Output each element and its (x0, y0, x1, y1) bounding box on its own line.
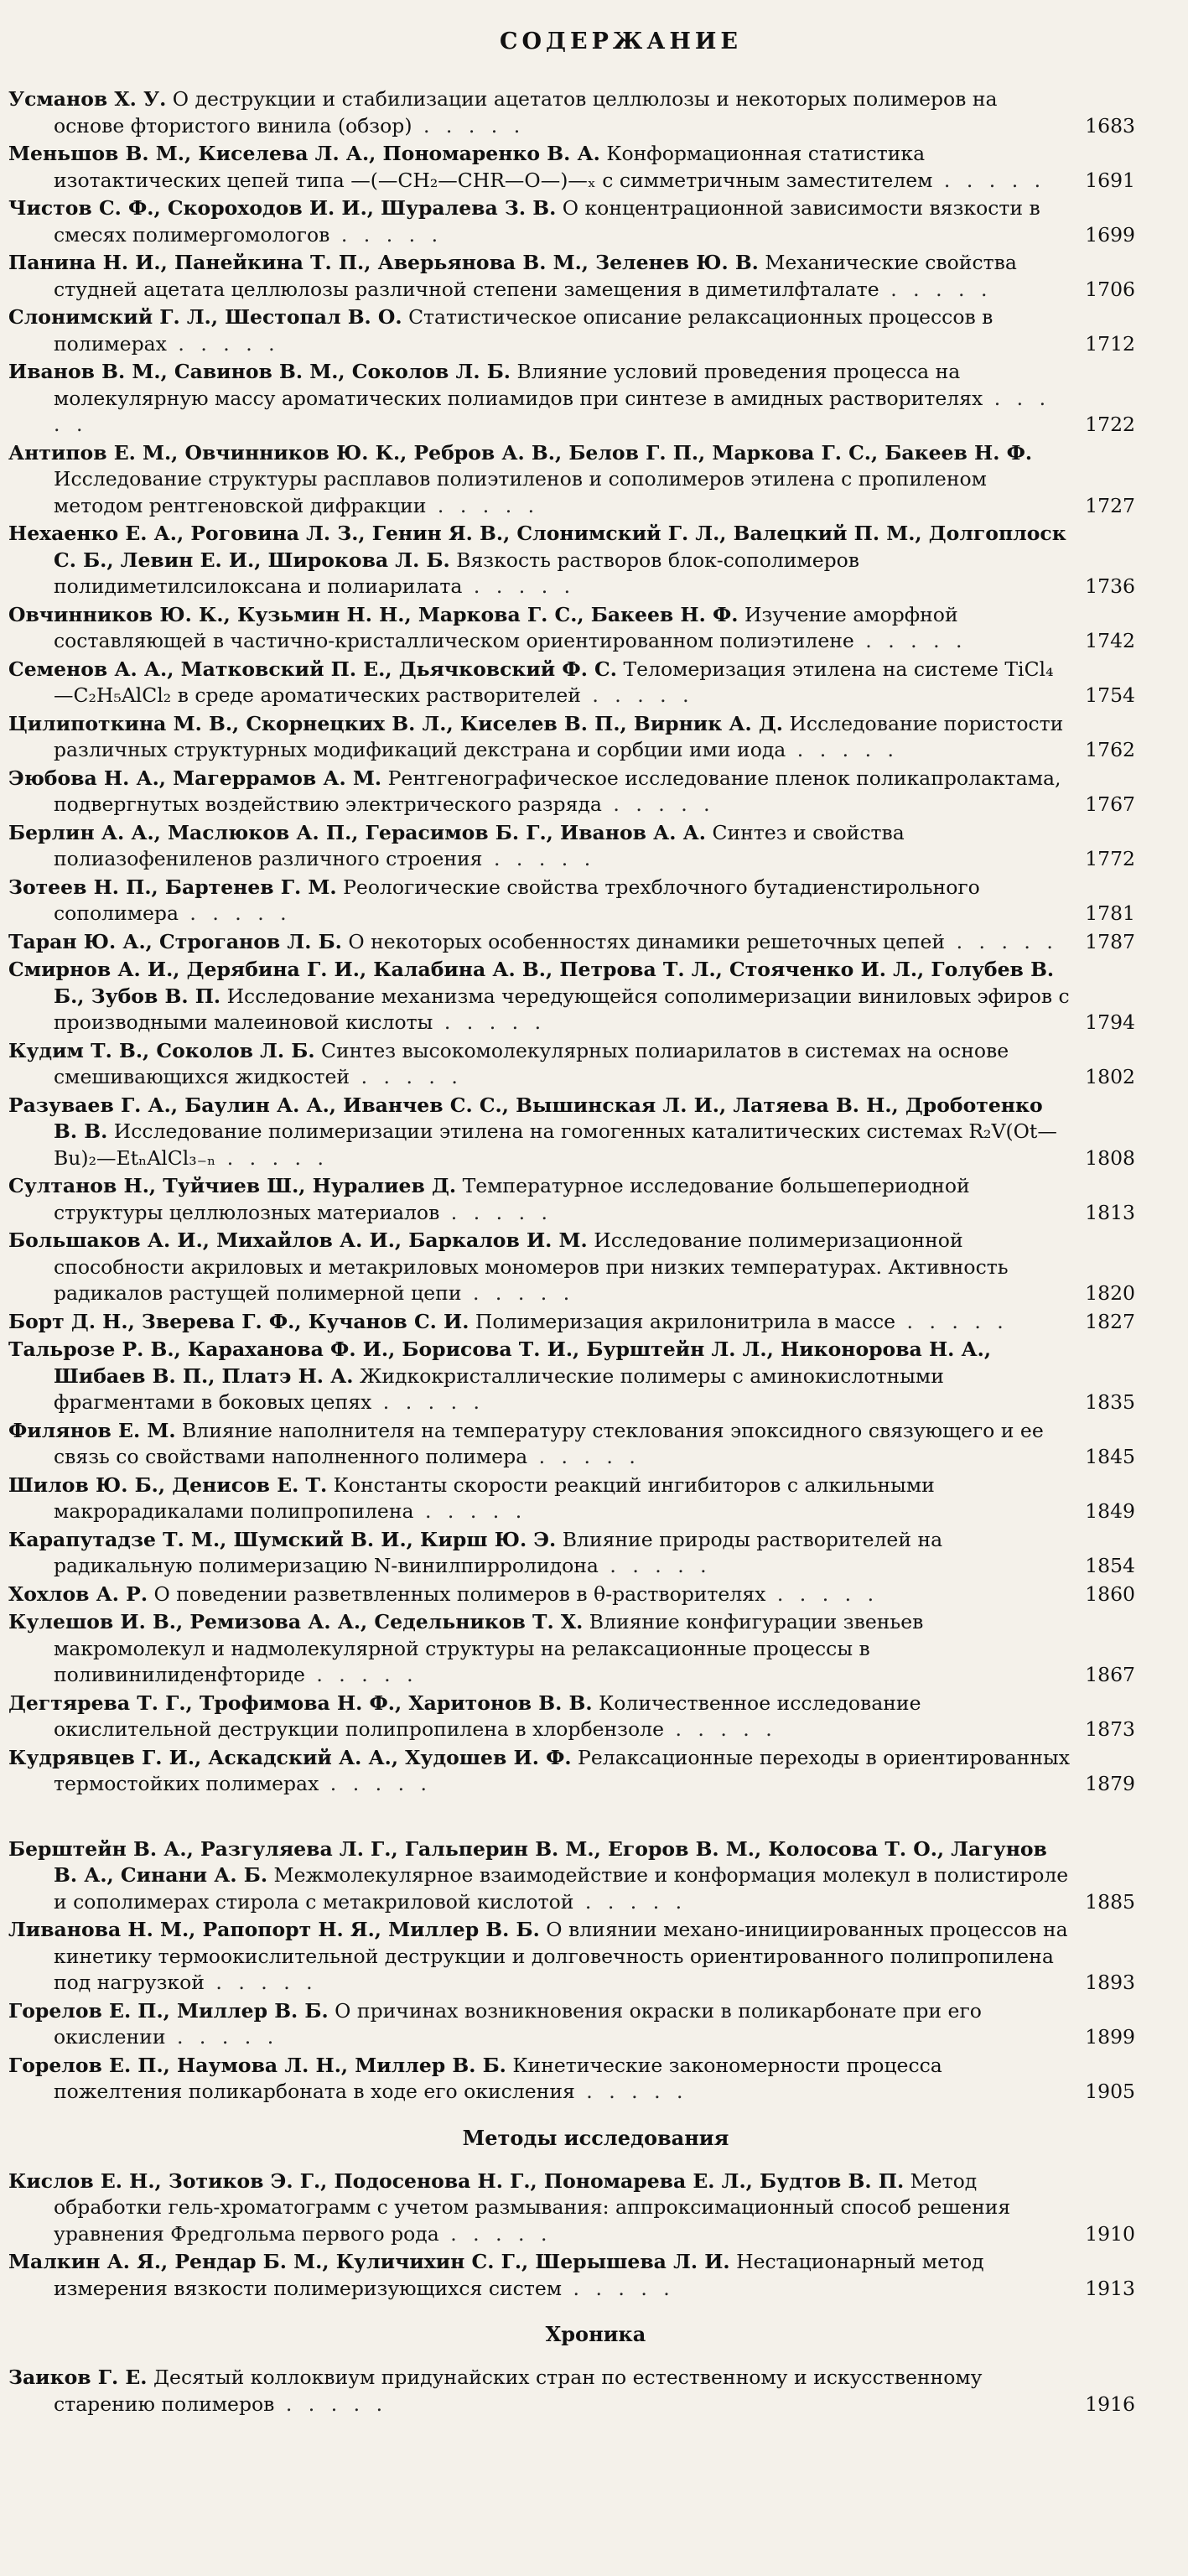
toc-entry-authors: Горелов Е. П., Миллер В. Б. (8, 1998, 329, 2023)
leader-dots: . . . . . (304, 1663, 418, 1686)
toc-entry-title: Исследование структуры расплавов полиэтиленов и сополимеров этилена с пропиленом методом рентгеновской дифракции (54, 467, 987, 517)
leader-dots: . . . . . (166, 331, 280, 356)
toc-entry-authors: Филянов Е. М. (8, 1418, 176, 1442)
toc-entry-authors: Овчинников Ю. К., Кузьмин Н. Н., Маркова Г. С., Бакеев Н. Ф. (8, 602, 739, 626)
toc-entry-title: О влиянии механо-инициированных процессов на кинетику термоокислительной деструкции и долговечность ориентированного полипропилена под нагрузкой (54, 1918, 1068, 1994)
toc-entry-title: Влияние природы растворителей на радикальную полимеризацию N-винилпирролидона (54, 1527, 943, 1577)
toc-entry-title: О некоторых особенностях динамики решеточных цепей (348, 929, 946, 953)
toc-entry-title: Синтез высокомолекулярных полиарилатов в системах на основе смешивающихся жидкостей (54, 1038, 1009, 1088)
toc-entry-text (8, 1836, 1070, 1916)
toc-entry-text (8, 359, 1070, 439)
toc-entry-title: Кинетические закономерности процесса пожелтения поликарбоната в ходе его окисления (54, 2053, 942, 2103)
toc-entry-page: 1849 (1085, 1499, 1135, 1523)
toc-entry-title: Полимеризация акрилонитрила в массе (475, 1309, 896, 1333)
toc-entry-text (8, 766, 1070, 818)
toc-entry-text (8, 2168, 1070, 2248)
toc-entry-text (8, 1527, 1070, 1580)
toc-entry-page: 1835 (1085, 1390, 1135, 1414)
toc-entry-authors: Шилов Ю. Б., Денисов Е. Т. (8, 1472, 328, 1497)
toc-entry-title: Рентгенографическое исследование пленок поликапролактама, подвергнутых воздействию электрического разряда (54, 766, 1061, 816)
toc-entry-title: Количественное исследование окислительной деструкции полипропилена в хлорбензоле (54, 1690, 921, 1741)
toc-entry-authors: Берлин А. А., Маслюков А. П., Герасимов Б. Г., Иванов А. А. (8, 820, 706, 844)
toc-entry (8, 1581, 1135, 1608)
toc-entry-text (8, 250, 1070, 303)
toc-entry-text (8, 1472, 1070, 1525)
toc-entry-page: 1885 (1085, 1889, 1135, 1914)
leader-dots: . . . . . (413, 1499, 527, 1523)
toc-entry-title: Исследование полимеризационной способности акриловых и метакриловых мономеров при низких температурах. Активность радикалов растущей полимерной цепи (54, 1228, 1009, 1305)
leader-dots: . . . . . (462, 574, 576, 598)
toc-entry-title: О концентрационной зависимости вязкости в смесях полимергомологов (54, 196, 1040, 247)
toc-entry-authors: Дегтярева Т. Г., Трофимова Н. Ф., Харитонов В. В. (8, 1690, 593, 1715)
toc-entry (8, 2168, 1135, 2248)
leader-dots: . . . . . (573, 1889, 687, 1914)
toc-entry-page: 1893 (1085, 1971, 1135, 1994)
toc-entry (8, 957, 1135, 1036)
toc-entry-text (8, 1690, 1070, 1743)
toc-entry-text (8, 1093, 1070, 1172)
toc-entry-authors: Ливанова Н. М., Рапопорт Н. Я., Миллер В. Б. (8, 1918, 540, 1941)
toc-entry-text (8, 1745, 1070, 1798)
toc-entry-page: 1706 (1085, 277, 1135, 301)
leader-dots: . . . . . (426, 493, 540, 517)
toc-entry-title: Механические свойства студней ацетата целлюлозы различной степени замещения в диметилфталате (54, 251, 1017, 301)
toc-entry-authors: Разуваев Г. А., Баулин А. А., Иванчев С. С., Вышинская Л. И., Латяева В. Н., Дроботенко В. В. (8, 1093, 1043, 1143)
toc-entry (8, 250, 1135, 303)
leader-dots: . . . . . (562, 2276, 675, 2300)
toc-entry-text (8, 957, 1070, 1036)
leader-dots: . . . . . (580, 683, 694, 707)
toc-entry-title: Синтез и свойства полиазофениленов различного строения (54, 820, 905, 870)
toc-entry-page: 1712 (1085, 331, 1135, 356)
leader-dots: . . . . . (945, 929, 1058, 953)
toc-entry-title: Нестационарный метод измерения вязкости полимеризующихся систем (54, 2250, 984, 2300)
toc-entry-page: 1794 (1085, 1010, 1135, 1034)
toc-entry-title: Изучение аморфной составляющей в частично-кристаллическом ориентированном полиэтилене (54, 602, 958, 652)
toc-entry-text (8, 1998, 1070, 2051)
toc-entry-authors: Слонимский Г. Л., Шестопал В. О. (8, 305, 402, 329)
toc-list (8, 86, 1135, 1798)
toc-entry-text (8, 657, 1070, 709)
toc-entry-text (8, 1173, 1070, 1226)
toc-entry (8, 1038, 1135, 1091)
toc-entry-page: 1910 (1085, 2221, 1135, 2246)
toc-entry-text (8, 602, 1070, 655)
toc-entry-page: 1727 (1085, 493, 1135, 517)
toc-entry-page: 1879 (1085, 1772, 1135, 1795)
toc-entry-title: Влияние наполнителя на температуру стеклования эпоксидного связующего и ее связь со свойствами наполненного полимера (54, 1418, 1044, 1468)
toc-entry-title: Исследование полимеризации этилена на гомогенных каталитических системах R₂V(Ot—Bu)₂—EtₙAlCl₃₋ₙ (54, 1119, 1057, 1170)
leader-dots: . . . . . (765, 1581, 879, 1606)
toc-entry (8, 195, 1135, 248)
toc-entry-authors: Панина Н. И., Панейкина Т. П., Аверьянова В. М., Зеленев Ю. В. (8, 251, 759, 274)
leader-dots: . . . . . (786, 738, 900, 761)
leader-dots: . . . . . (598, 1554, 712, 1577)
toc-entry-page: 1754 (1085, 683, 1135, 707)
toc-entry-page: 1762 (1085, 738, 1135, 761)
toc-entry (8, 1745, 1135, 1798)
leader-dots: . . . . . (204, 1971, 318, 1994)
toc-entry-page: 1736 (1085, 574, 1135, 598)
toc-entry (8, 2053, 1135, 2106)
leader-dots: . . . . . (461, 1281, 575, 1305)
toc-entry (8, 711, 1135, 764)
toc-entry (8, 1836, 1135, 1916)
toc-entry-authors: Горелов Е. П., Наумова Л. Н., Миллер В. Б. (8, 2053, 506, 2077)
toc-entry-title: Исследование механизма чередующейся сополимеризации виниловых эфиров с производными малеиновой кислоты (54, 984, 1070, 1034)
toc-entry-text (8, 1418, 1070, 1471)
toc-entry (8, 1472, 1135, 1525)
leader-dots: . . . . . (329, 222, 444, 247)
toc-entry-title: Конформационная статистика изотактических цепей типа —(—CH₂—CHR—O—)—ₓ с симметричным заместителем (54, 142, 933, 192)
toc-entry (8, 1173, 1135, 1226)
leader-dots: . . . . . (371, 1390, 485, 1414)
toc-entry (8, 657, 1135, 709)
leader-dots: . . . . . (319, 1772, 433, 1795)
leader-dots: . . . . . (527, 1445, 641, 1468)
toc-entry-page: 1691 (1085, 168, 1135, 192)
toc-entry-authors: Чистов С. Ф., Скороходов И. И., Шуралева З. В. (8, 196, 557, 220)
toc-entry-authors: Семенов А. А., Матковский П. Е., Дьячковский Ф. С. (8, 657, 617, 681)
toc-entry (8, 1690, 1135, 1743)
toc-list-2 (8, 1836, 1135, 2106)
toc-entry-text (8, 1038, 1070, 1091)
toc-entry (8, 766, 1135, 818)
toc-entry-page: 1683 (1085, 113, 1135, 138)
toc-entry-authors: Тальрозе Р. В., Караханова Ф. И., Борисова Т. И., Бурштейн Л. Л., Никонорова Н. А., Шибаев В. П., Платэ Н. А. (8, 1337, 992, 1388)
leader-dots: . . . . . (274, 2392, 388, 2416)
toc-entry-title: Реологические свойства трехблочного бутадиенстирольного сополимера (54, 875, 980, 925)
toc-entry-title: О деструкции и стабилизации ацетатов целлюлозы и некоторых полимеров на основе фтористого винила (обзор) (54, 87, 998, 138)
toc-entry-page: 1781 (1085, 901, 1135, 925)
section-gap (54, 1800, 1188, 1836)
toc-entry-title: Влияние условий проведения процесса на молекулярную массу ароматических полиамидов при синтезе в амидных растворителях (54, 360, 983, 410)
toc-entry-title: Теломеризация этилена на системе TiCl₄—C₂H₅AlCl₂ в среде ароматических растворителей (54, 657, 1054, 707)
toc-entry (8, 1609, 1135, 1689)
toc-entry-text (8, 711, 1070, 764)
chronicle-heading: Хроника (545, 2322, 646, 2346)
toc-entry (8, 1527, 1135, 1580)
toc-entry-text (8, 2249, 1070, 2302)
toc-entry-authors: Смирнов А. И., Дерябина Г. И., Калабина А. В., Петрова Т. Л., Стояченко И. Л., Голубев В. Б., Зубов В. П. (8, 958, 1055, 1008)
methods-list (8, 2168, 1135, 2303)
toc-entry (8, 521, 1135, 600)
toc-entry-text (8, 820, 1070, 873)
toc-entry-authors: Кудим Т. В., Соколов Л. Б. (8, 1038, 315, 1062)
toc-entry-page: 1873 (1085, 1717, 1135, 1741)
toc-entry-authors: Антипов Е. М., Овчинников Ю. К., Ребров А. В., Белов Г. П., Маркова Г. С., Бакеев Н. Ф. (8, 440, 1033, 465)
toc-entry-page: 1820 (1085, 1281, 1135, 1305)
toc-entry (8, 440, 1135, 520)
toc-entry-title: Исследование пористости различных структурных модификаций декстрана и сорбции ими иода (54, 711, 1064, 761)
toc-entry-page: 1867 (1085, 1663, 1135, 1686)
toc-entry-title: Десятый коллоквиум придунайских стран по естественному и искусственному старению полимеров (54, 2366, 983, 2416)
toc-entry-authors: Борт Д. Н., Зверева Г. Ф., Кучанов С. И. (8, 1309, 469, 1333)
toc-entry-page: 1860 (1085, 1581, 1135, 1606)
toc-entry-authors: Кудрявцев Г. И., Аскадский А. А., Худошев И. Ф. (8, 1745, 572, 1769)
toc-entry-text (8, 875, 1070, 927)
toc-entry-text (8, 1581, 1070, 1608)
toc-entry-page: 1899 (1085, 2025, 1135, 2049)
toc-entry-page: 1913 (1085, 2276, 1135, 2300)
toc-entry-title: Межмолекулярное взаимодействие и конформация молекул в полистироле и сополимерах стирола с метакриловой кислотой (54, 1863, 1069, 1914)
leader-dots: . . . . . (178, 901, 292, 925)
toc-entry-authors: Меньшов В. М., Киселева Л. А., Пономаренко В. А. (8, 142, 600, 165)
toc-entry-authors: Таран Ю. А., Строганов Л. Б. (8, 929, 342, 953)
toc-entry-page: 1827 (1085, 1309, 1135, 1333)
toc-entry-page: 1767 (1085, 792, 1135, 816)
toc-entry-text (8, 1337, 1070, 1416)
leader-dots: . . . . . (895, 1309, 1009, 1333)
leader-dots: . . . . . (439, 1200, 553, 1224)
toc-entry (8, 86, 1135, 139)
toc-entry-text (8, 304, 1070, 357)
leader-dots: . . . . . (601, 792, 715, 816)
toc-entry-authors: Цилипоткина М. В., Скорнецких В. Л., Киселев В. П., Вирник А. Д. (8, 711, 783, 735)
toc-entry-authors: Султанов Н., Туйчиев Ш., Нуралиев Д. (8, 1174, 457, 1197)
leader-dots: . . . . . (879, 277, 993, 301)
leader-dots: . . . . . (433, 1010, 547, 1034)
toc-entry-text (8, 1917, 1070, 1997)
toc-entry-page: 1813 (1085, 1200, 1135, 1224)
leader-dots: . . . . . (438, 2221, 552, 2246)
toc-entry-text (8, 2053, 1070, 2106)
toc-entry-title: Жидкокристаллические полимеры с аминокислотными фрагментами в боковых цепях (54, 1363, 944, 1414)
toc-entry (8, 2365, 1135, 2418)
toc-entry-authors: Эюбова Н. А., Магеррамов А. М. (8, 766, 382, 790)
toc-entry-page: 1854 (1085, 1554, 1135, 1577)
toc-entry-authors: Большаков А. И., Михайлов А. И., Баркалов И. М. (8, 1228, 588, 1252)
toc-entry-text (8, 929, 1070, 956)
toc-entry-text (8, 1309, 1070, 1336)
leader-dots: . . . . . (853, 629, 968, 652)
leader-dots: . . . . . (350, 1065, 463, 1088)
toc-entry-title: Константы скорости реакций ингибиторов с алкильными макрорадикалами полипропилена (54, 1472, 935, 1523)
leader-dots: . . . . . (412, 113, 526, 138)
toc-entry-authors: Берштейн В. А., Разгуляева Л. Г., Гальперин В. М., Егоров В. М., Колосова Т. О., Лагунов В. А., Синани А. Б. (8, 1836, 1047, 1887)
toc-entry (8, 875, 1135, 927)
toc-entry-page: 1742 (1085, 629, 1135, 652)
toc-entry-page: 1808 (1085, 1145, 1135, 1170)
toc-entry-text (8, 86, 1070, 139)
toc-entry-authors: Зотеев Н. П., Бартенев Г. М. (8, 875, 337, 899)
toc-entry (8, 820, 1135, 873)
toc-entry-title: Вязкость растворов блок-сополимеров полидиметилсилоксана и полиарилата (54, 548, 860, 598)
leader-dots: . . . . . (932, 168, 1046, 192)
toc-entry-text (8, 2365, 1070, 2418)
leader-dots: . . . . . (54, 386, 1051, 436)
toc-entry (8, 1309, 1135, 1336)
toc-entry-page: 1916 (1085, 2392, 1135, 2416)
toc-entry-page: 1905 (1085, 2080, 1135, 2103)
page-title: СОДЕРЖАНИЕ (500, 29, 742, 55)
toc-entry-page: 1722 (1085, 413, 1135, 436)
toc-entry (8, 2249, 1135, 2302)
leader-dots: . . . . . (482, 847, 596, 870)
toc-entry-authors: Иванов В. М., Савинов В. М., Соколов Л. Б. (8, 360, 511, 383)
toc-entry (8, 1337, 1135, 1416)
methods-heading: Методы исследования (462, 2125, 729, 2150)
toc-entry (8, 359, 1135, 439)
toc-entry-page: 1772 (1085, 847, 1135, 870)
toc-entry-text (8, 1228, 1070, 1307)
toc-entry-title: Статистическое описание релаксационных процессов в полимерах (54, 305, 993, 356)
toc-entry-authors: Малкин А. Я., Рендар Б. М., Куличихин С. Г., Шерышева Л. И. (8, 2250, 730, 2273)
leader-dots: . . . . . (215, 1145, 329, 1170)
toc-entry (8, 1998, 1135, 2051)
toc-entry-authors: Хохлов А. Р. (8, 1581, 148, 1606)
toc-entry-page: 1699 (1085, 222, 1135, 247)
leader-dots: . . . . . (574, 2080, 688, 2103)
toc-entry (8, 1917, 1135, 1997)
toc-entry-page: 1802 (1085, 1065, 1135, 1088)
toc-entry-title: Релаксационные переходы в ориентированных термостойких полимерах (54, 1745, 1070, 1795)
toc-entry-authors: Карапутадзе Т. М., Шумский В. И., Кирш Ю. Э. (8, 1527, 557, 1551)
toc-entry (8, 602, 1135, 655)
toc-entry (8, 1093, 1135, 1172)
toc-entry-text (8, 1609, 1070, 1689)
toc-entry-authors: Нехаенко Е. А., Роговина Л. З., Генин Я. В., Слонимский Г. Л., Валецкий П. М., Долгоплоск С. Б., Левин Е. И., Широкова Л. Б. (8, 522, 1066, 572)
toc-entry-authors: Кислов Е. Н., Зотиков Э. Г., Подосенова Н. Г., Пономарева Е. Л., Будтов В. П. (8, 2168, 905, 2193)
chronicle-list (8, 2365, 1135, 2418)
toc-entry (8, 1228, 1135, 1307)
toc-entry-authors: Заиков Г. Е. (8, 2366, 148, 2389)
toc-entry-authors: Кулешов И. В., Ремизова А. А., Седельников Т. Х. (8, 1610, 584, 1633)
toc-entry (8, 1418, 1135, 1471)
toc-entry-text (8, 440, 1070, 520)
toc-entry-title: Температурное исследование большепериодной структуры целлюлозных материалов (54, 1174, 970, 1224)
toc-entry (8, 304, 1135, 357)
toc-entry (8, 929, 1135, 956)
toc-entry-title: О причинах возникновения окраски в поликарбонате при его окислении (54, 1998, 982, 2049)
toc-entry-authors: Усманов Х. У. (8, 87, 167, 111)
toc-entry-page: 1787 (1085, 929, 1135, 953)
toc-entry-title: Влияние конфигурации звеньев макромолекул и надмолекулярной структуры на релаксационные процессы в поливинилиденфториде (54, 1610, 924, 1686)
toc-entry-text (8, 521, 1070, 600)
toc-entry-page: 1845 (1085, 1445, 1135, 1468)
leader-dots: . . . . . (165, 2025, 279, 2049)
toc-entry-text (8, 195, 1070, 248)
toc-entry-title: Метод обработки гель-хроматограмм с учетом размывания: аппроксимационный способ решения уравнения Фредгольма первого рода (54, 2168, 1011, 2246)
toc-entry-title: О поведении разветвленных полимеров в θ-растворителях (153, 1581, 766, 1606)
toc-entry (8, 141, 1135, 194)
leader-dots: . . . . . (663, 1717, 777, 1741)
toc-entry-text (8, 141, 1070, 194)
